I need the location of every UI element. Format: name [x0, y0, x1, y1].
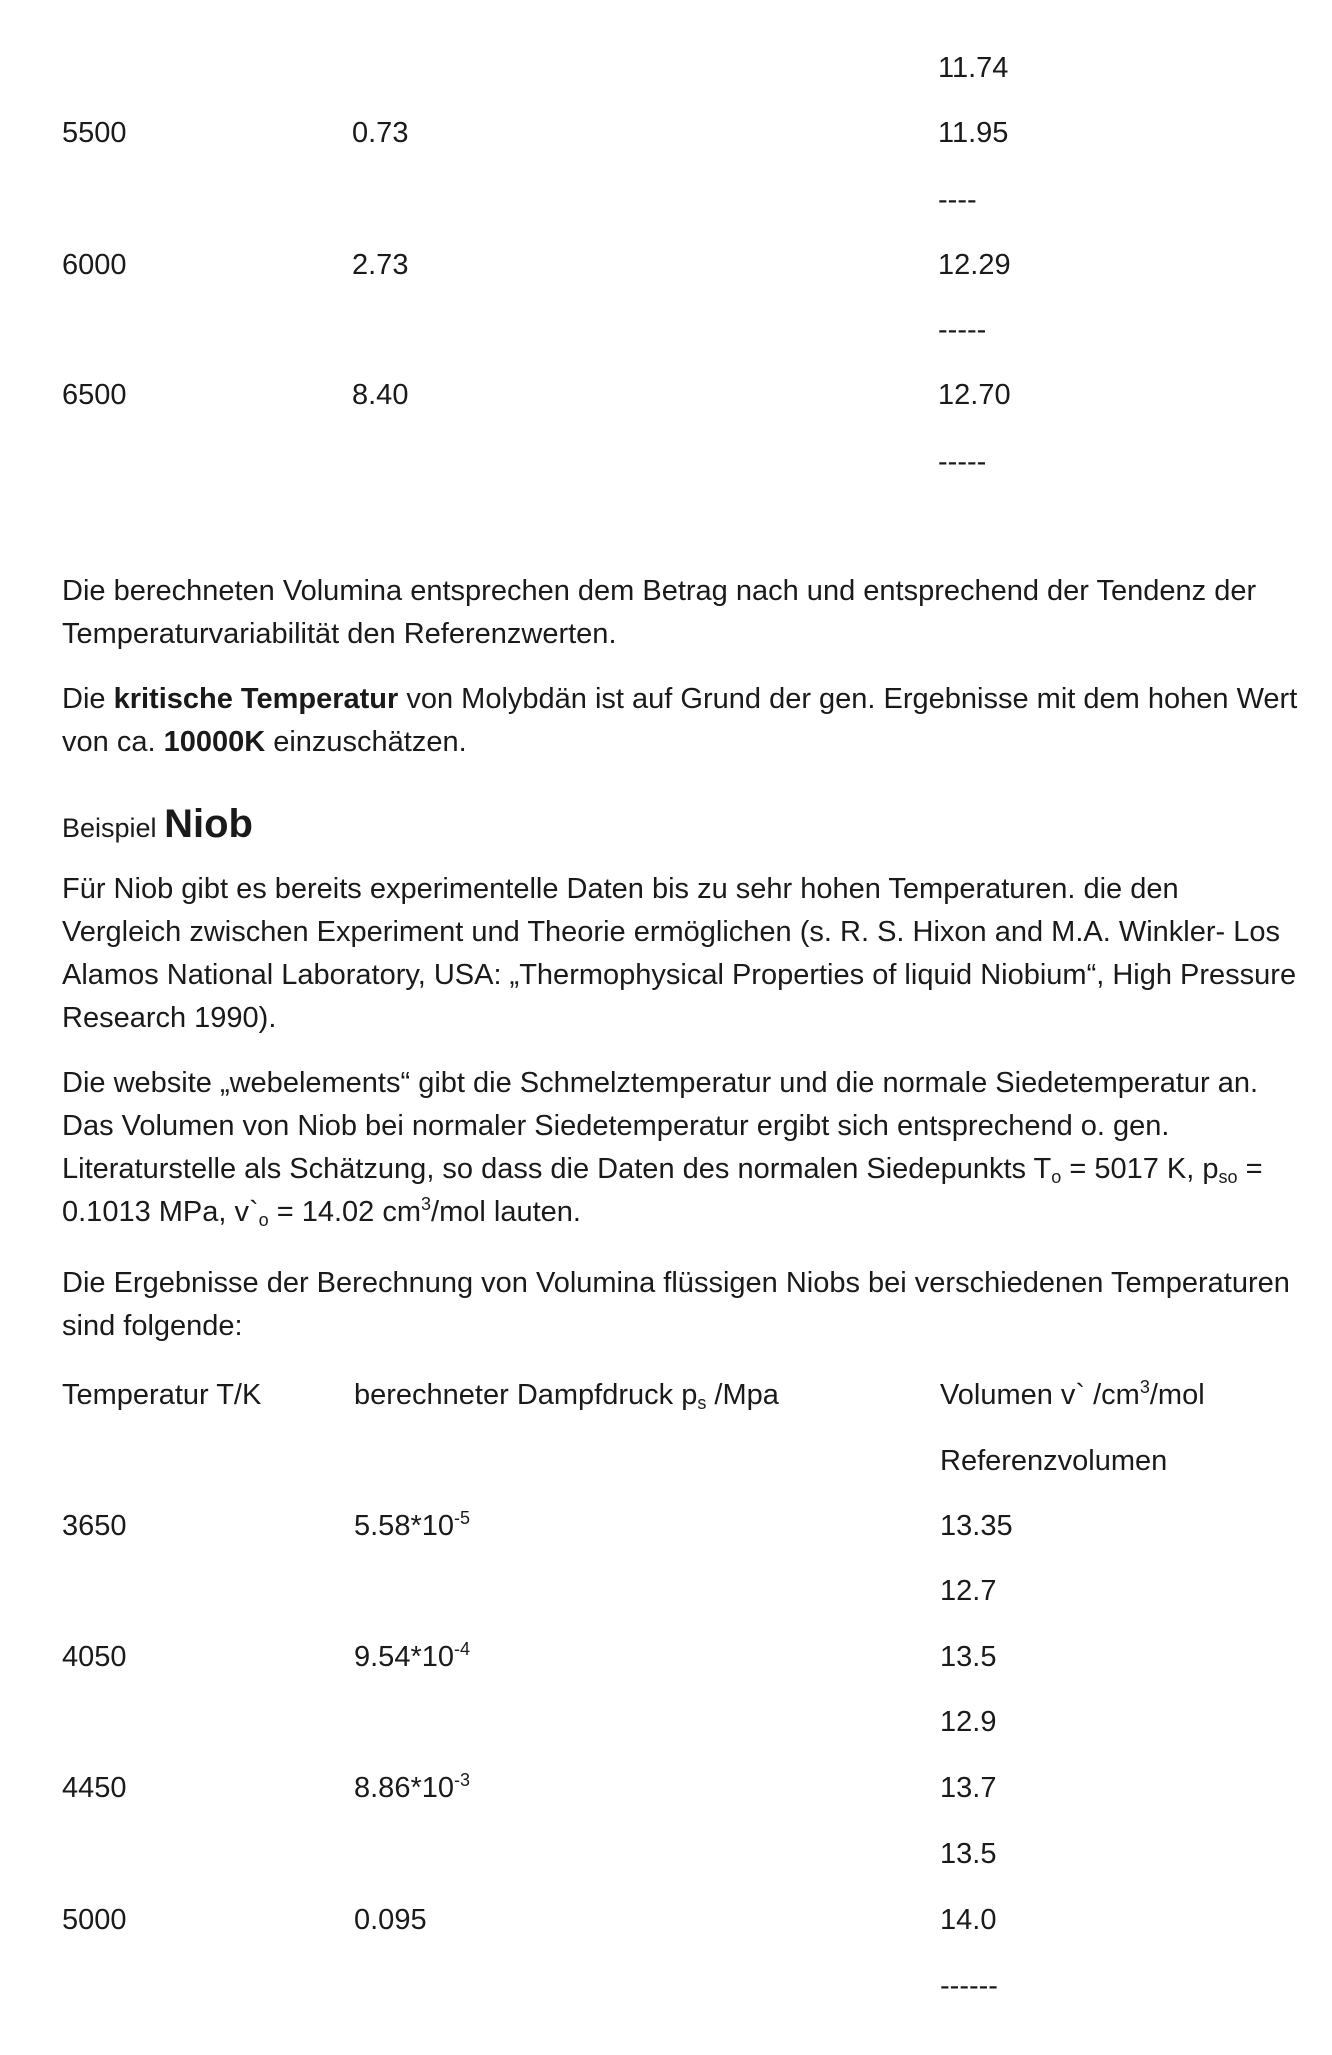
temperature-cell: 6000 [62, 249, 127, 281]
table-row [62, 1637, 1292, 1677]
temperature-cell: 3650 [62, 1510, 127, 1542]
header-volume: Volumen v` $/cm^3$/mol [940, 1377, 1205, 1411]
volume-cell: 13.35 [940, 1510, 1013, 1542]
table-header-row [62, 1375, 1292, 1415]
bold-critical-temperature: kritische Temperatur [113, 683, 399, 715]
header-pressure: berechneter Dampfdruck $p_s$ /Mpa [354, 1379, 779, 1413]
volume-cell: 11.95 [938, 117, 1009, 149]
table-row [62, 442, 1292, 482]
temperature-cell: 5500 [62, 117, 127, 149]
table-row [62, 310, 1292, 350]
header-reference-volume: Referenzvolumen [940, 1445, 1168, 1477]
volume-cell: 12.29 [938, 249, 1011, 281]
header-temperature: Temperatur T/K [62, 1379, 262, 1411]
pressure-cell: $8.86*10^{-3}$ [354, 1770, 471, 1804]
bold-critical-value: 10000K [163, 726, 266, 758]
paragraph-conclusion: Die berechneten Volumina entsprechen dem Betrag nach und entsprechend der Tendenz der Temperaturvariabilität den Referenzwerten. [62, 575, 1257, 650]
volume-cell: 12.70 [938, 379, 1011, 411]
volume-cell: ------ [940, 1970, 998, 2002]
volume-cell: 11.74 [938, 52, 1009, 84]
volume-cell: 13.5 [940, 1641, 997, 1673]
pressure-cell: $5.58*10^{-5}$ [354, 1508, 471, 1542]
volume-cell: 13.5 [940, 1838, 997, 1870]
table-header-row [62, 1441, 1292, 1481]
paragraph-results-intro: Die Ergebnisse der Berechnung von Volumina flüssigen Niobs bei verschiedenen Temperaturen sind folgende: [62, 1267, 1290, 1342]
section-heading: Beispiel Niob [62, 802, 253, 846]
volume-cell: ---- [938, 184, 977, 216]
paragraph-critical-temperature: Die kritische Temperatur von Molybdän ist auf Grund der gen. Ergebnisse mit dem hohen Wert von ca. 10000K einzuschätzen. [62, 683, 1298, 758]
temperature-cell: 4450 [62, 1772, 127, 1804]
table-row [62, 1571, 1292, 1611]
table-row [62, 48, 1292, 88]
temperature-cell: 6500 [62, 379, 127, 411]
volume-cell: ----- [938, 446, 987, 478]
table-row [62, 245, 1292, 285]
table-row [62, 1768, 1292, 1808]
table-row [62, 1966, 1292, 2006]
table-row [62, 1506, 1292, 1546]
table-row [62, 375, 1292, 415]
volume-cell: ----- [938, 314, 987, 346]
table-row [62, 1900, 1292, 1940]
table-row [62, 180, 1292, 220]
volume-cell: 13.7 [940, 1772, 997, 1804]
temperature-cell: 5000 [62, 1904, 127, 1936]
volume-cell: 12.9 [940, 1706, 997, 1738]
pressure-cell: 0.095 [354, 1904, 427, 1936]
volume-cell: 14.0 [940, 1904, 997, 1936]
pressure-cell: 2.73 [352, 249, 409, 281]
volume-cell: 12.7 [940, 1575, 997, 1607]
temperature-cell: 4050 [62, 1641, 127, 1673]
pressure-cell: $9.54*10^{-4}$ [354, 1639, 471, 1673]
table-row [62, 1702, 1292, 1742]
paragraph-boiling-point: Die website „webelements“ gibt die Schmelztemperatur und die normale Siedetemperatur an. Das Volumen von Niob bei normaler Siedetemperatur ergibt sich entsprechend o. gen. Literaturstelle als Schätzung, so dass die Daten des normalen Siedepunkts $T_o = 5017$ K, $p_{so} = 0.1013$ MPa, $v`_o = 14.02$ $cm^3$/mol lauten. [62, 1067, 1263, 1230]
table-row [62, 113, 1292, 153]
table-row [62, 1834, 1292, 1874]
pressure-cell: 0.73 [352, 117, 409, 149]
paragraph-niob-intro: Für Niob gibt es bereits experimentelle Daten bis zu sehr hohen Temperaturen. die den Vergleich zwischen Experiment und Theorie ermöglichen (s. R. S. Hixon and M.A. Winkler- Los Alamos National Laboratory, USA: „Thermophysical Properties of liquid Niobium“, High Pressure Research 1990). [62, 873, 1297, 1034]
pressure-cell: 8.40 [352, 379, 409, 411]
